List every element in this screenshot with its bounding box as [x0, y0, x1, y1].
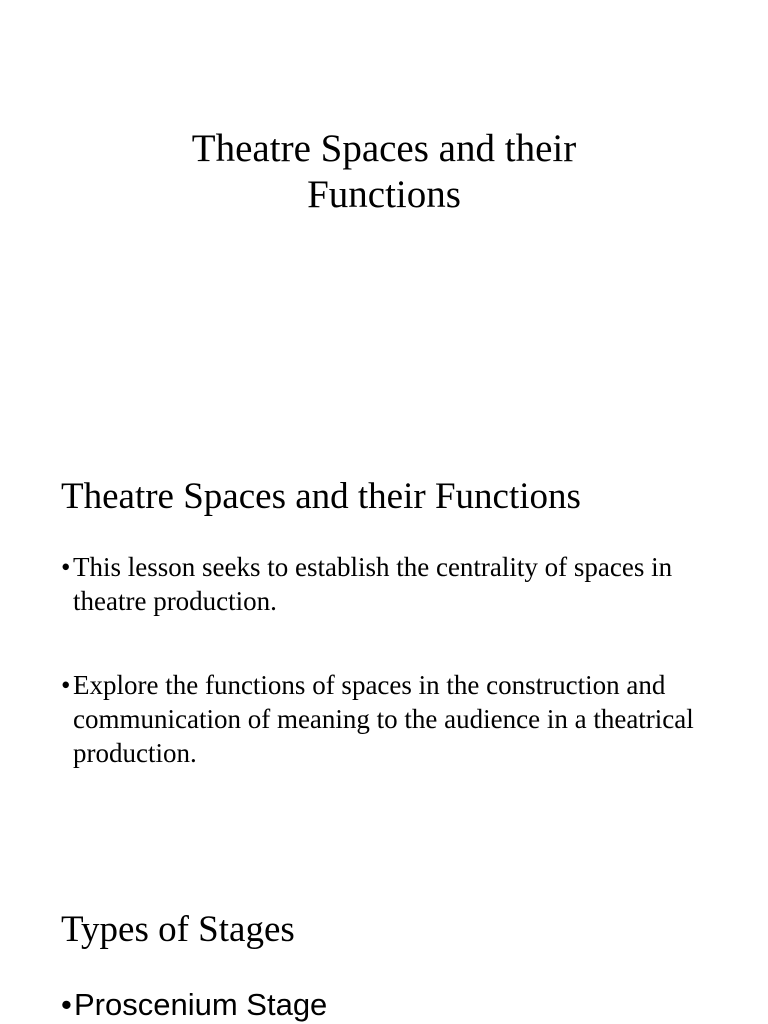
bullet-text: Proscenium Stage — [74, 987, 328, 1022]
bullet-icon: • — [61, 552, 71, 582]
bullet-item — [61, 986, 721, 1024]
bullet-text: This lesson seeks to establish the centrality of spaces in theatre production. — [73, 552, 673, 616]
bullet-icon: • — [61, 670, 71, 700]
bullet-text: Explore the functions of spaces in the construction and communication of meaning to the audience in a theatrical production. — [73, 670, 694, 768]
bullet-item — [61, 668, 721, 770]
lesson-overview-slide — [0, 440, 768, 860]
slide-heading: Theatre Spaces and their Functions — [61, 476, 581, 517]
bullet-item — [61, 550, 721, 618]
types-of-stages-slide — [0, 860, 768, 1024]
bullet-list — [61, 986, 721, 1024]
bullet-list — [61, 550, 721, 820]
title-slide — [0, 0, 768, 440]
slide-heading: Types of Stages — [61, 909, 295, 950]
slide-title: Theatre Spaces and their Functions — [191, 127, 577, 216]
bullet-icon: • — [61, 987, 72, 1022]
